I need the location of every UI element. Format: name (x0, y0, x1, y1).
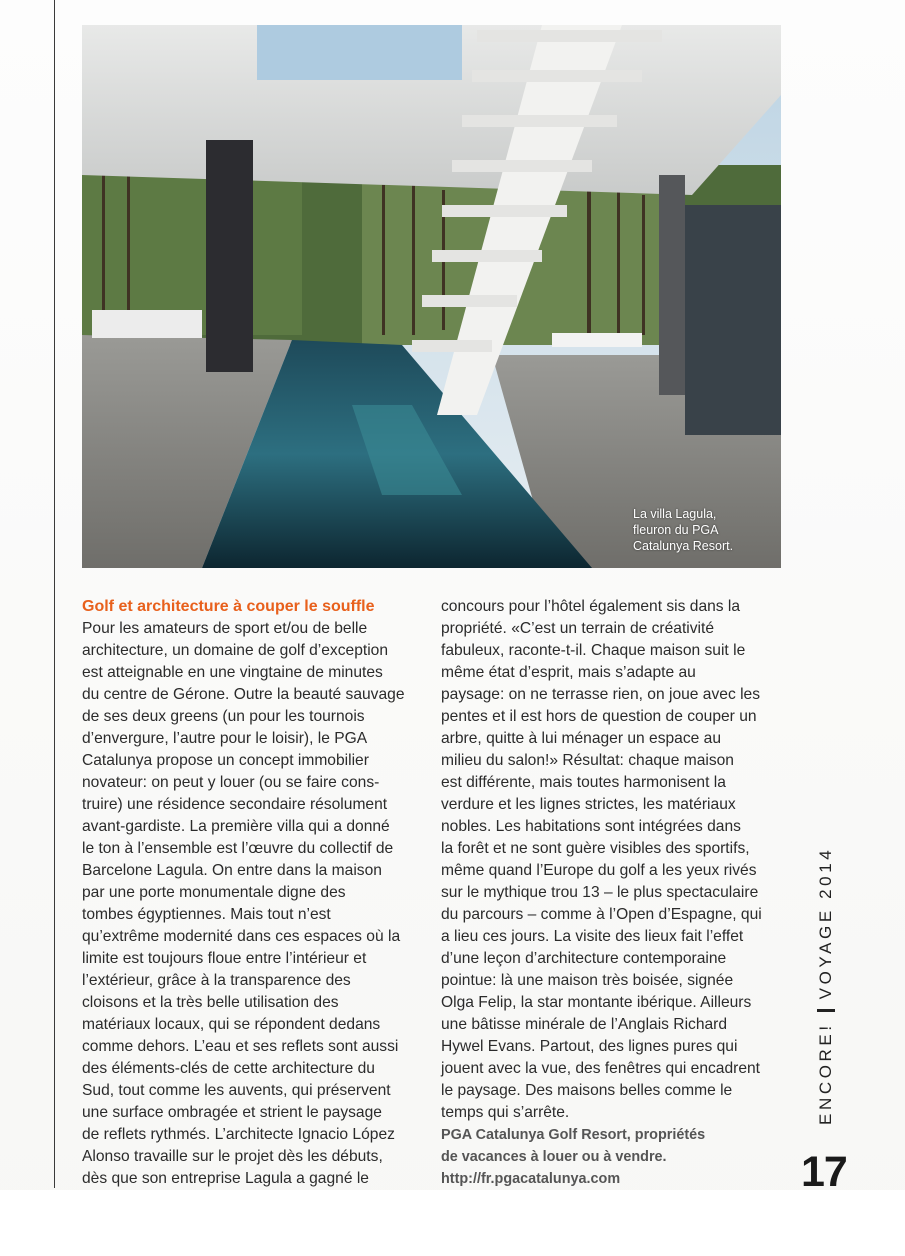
text-line: milieu du salon!» Résultat: chaque maison (441, 752, 734, 769)
text-line: truire) une résidence secondaire résolument (82, 796, 388, 813)
text-line: Olga Felip, la star montante ibérique. Ailleurs (441, 994, 752, 1011)
text-line: limite est toujours floue entre l’intérieur et (82, 950, 367, 967)
text-line: temps qui s’arrête. (441, 1104, 570, 1121)
caption-line: fleuron du PGA (633, 523, 719, 537)
text-line: est différente, mais toutes harmonisent la (441, 774, 726, 791)
folio-vertical (806, 825, 846, 1125)
text-line: la forêt et ne sont guère visibles des sportifs, (441, 840, 750, 857)
article-column-2 (441, 596, 791, 1190)
resort-info (441, 1124, 791, 1190)
text-line: le ton à l’ensemble est l’œuvre du collectif de (82, 840, 394, 857)
text-line: Alonso travaille sur le projet dès les débuts, (82, 1148, 383, 1165)
villa-illustration (82, 25, 781, 568)
article-column-1 (82, 596, 434, 1190)
text-line: avant-gardiste. La première villa qui a donné (82, 818, 390, 835)
caption-line: Catalunya Resort. (633, 539, 734, 553)
text-line: Hywel Evans. Partout, des lignes pures qui (441, 1038, 738, 1055)
page-number: 17 (801, 1148, 847, 1196)
text-line: sur le mythique trou 13 – le plus spectaculaire (441, 884, 759, 901)
text-line: verdure et les lignes strictes, les matériaux (441, 796, 736, 813)
text-line: concours pour l’hôtel également sis dans la (441, 598, 741, 615)
text-line: même quand l’Europe du golf a les yeux rivés (441, 862, 757, 879)
text-line: a lieu ces jours. La visite des lieux fait l’effet (441, 928, 744, 945)
text-line: d’envergure, l’autre pour le loisir), le PGA (82, 730, 368, 747)
text-line: Barcelone Lagula. On entre dans la maison (82, 862, 382, 879)
text-line: même état d’esprit, mais s’adapte au (441, 664, 696, 681)
text-line: arbre, quitte à lui ménager un espace au (441, 730, 722, 747)
photo-caption (633, 506, 763, 554)
text-line: nobles. Les habitations sont intégrées dans (441, 818, 741, 835)
text-line: matériaux locaux, qui se répondent dedans (82, 1016, 381, 1033)
article-paragraph-1 (82, 618, 434, 1190)
text-line: Catalunya propose un concept immobilier (82, 752, 369, 769)
article-paragraph-2 (441, 596, 791, 1124)
text-line: novateur: on peut y louer (ou se faire cons- (82, 774, 380, 791)
text-line: par une porte monumentale digne des (82, 884, 346, 901)
text-line: architecture, un domaine de golf d’exception (82, 642, 389, 659)
magazine-name: ENCORE! (816, 1022, 835, 1125)
text-line: pointue: là une maison très boisée, signée (441, 972, 734, 989)
text-line: de ses deux greens (un pour les tournois (82, 708, 365, 725)
text-line: tombes égyptiennes. Mais tout n’est (82, 906, 331, 923)
text-line: l’extérieur, grâce à la transparence des (82, 972, 351, 989)
text-line: Sud, tout comme les auvents, qui préservent (82, 1082, 391, 1099)
text-line: comme dehors. L’eau et ses reflets sont aussi (82, 1038, 399, 1055)
text-line: d’une leçon d’architecture contemporaine (441, 950, 727, 967)
article-heading: Golf et architecture à couper le souffle (82, 598, 375, 615)
text-line: une surface ombragée et strient le paysage (82, 1104, 382, 1121)
text-line: cloisons et la très belle utilisation des (82, 994, 339, 1011)
text-line: le paysage. Des maisons belles comme le (441, 1082, 733, 1099)
text-line: fabuleux, raconte-t-il. Chaque maison suit le (441, 642, 746, 659)
text-line: est atteignable en une vingtaine de minutes (82, 664, 383, 681)
text-line: de reflets rythmés. L’architecte Ignacio López (82, 1126, 395, 1143)
page-bottom-margin (0, 1190, 905, 1256)
issue-name: VOYAGE 2014 (816, 846, 835, 1000)
text-line: du centre de Gérone. Outre la beauté sauvage (82, 686, 405, 703)
text-line: Pour les amateurs de sport et/ou de belle (82, 620, 368, 637)
text-line: des éléments-clés de cette architecture du (82, 1060, 375, 1077)
folio-separator (817, 1009, 835, 1012)
resort-url-link[interactable]: http://fr.pgacatalunya.com (441, 1171, 621, 1187)
text-line: une bâtisse minérale de l’Anglais Richard (441, 1016, 728, 1033)
resort-info-line: de vacances à louer ou à vendre. (441, 1149, 667, 1165)
text-line: dès que son entreprise Lagula a gagné le (82, 1170, 369, 1187)
text-line: propriété. «C’est un terrain de créativité (441, 620, 715, 637)
villa-photo (82, 25, 781, 568)
text-line: paysage: on ne terrasse rien, on joue avec les (441, 686, 761, 703)
resort-info-line: PGA Catalunya Golf Resort, propriétés (441, 1127, 706, 1143)
caption-line: La villa Lagula, (633, 507, 717, 521)
text-line: du parcours – comme à l’Open d’Espagne, qui (441, 906, 762, 923)
text-line: qu’extrême modernité dans ces espaces où la (82, 928, 401, 945)
text-line: jouent avec la vue, des fenêtres qui encadrent (441, 1060, 761, 1077)
gutter-rule (54, 0, 55, 1188)
text-line: pentes et il est hors de question de couper un (441, 708, 757, 725)
